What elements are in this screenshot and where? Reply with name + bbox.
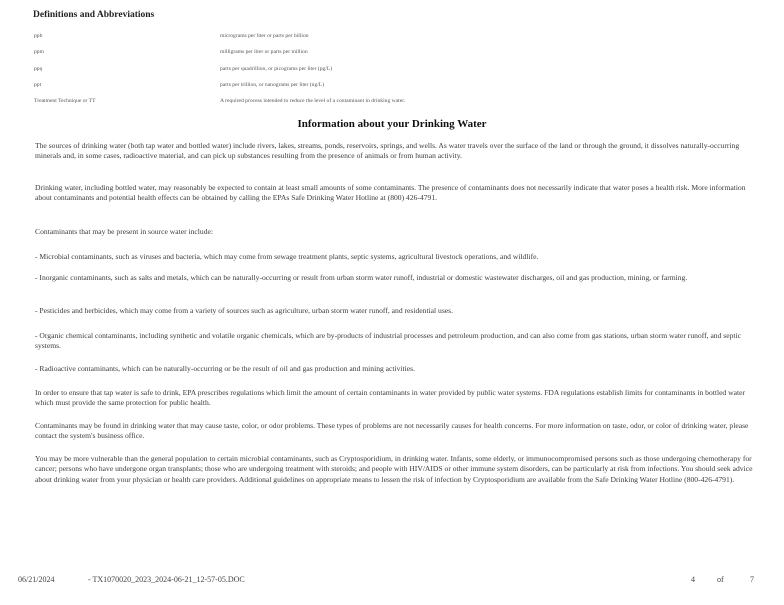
definition-text: parts per trillion, or nanograms per liter (ng/L) bbox=[220, 82, 325, 88]
footer-of-label: of bbox=[717, 575, 724, 584]
paragraph-vulnerable-populations: You may be more vulnerable than the general population to certain microbial contaminants, such as Cryptosporidium, in drinking water. Infants, some elderly, or immunocompromised persons such as those undergoing chemotherapy for cancer; persons who have undergone organ transplants; those who are undergoing treatment with steroids; and people with HIV/AIDS or other immune system disorders, can be particularly at risk from infections. You should seek advice about drinking water from your physician or health care providers. Additional guidelines on appropriate means to lessen the risk of infection by Cryptosporidium are available from the Safe Drinking Water Hotline (800-426-4791). bbox=[35, 454, 753, 484]
definition-term: ppm bbox=[34, 49, 44, 55]
definition-text: A required process intended to reduce the level of a contaminant in drinking water. bbox=[220, 98, 406, 104]
list-item-radioactive: - Radioactive contaminants, which can be naturally-occurring or be the result of oil and gas production and mining activities. bbox=[35, 364, 415, 373]
footer-page-number: 4 bbox=[691, 575, 695, 584]
paragraph-epa-regulations: In order to ensure that tap water is safe to drink, EPA prescribes regulations which limit the amount of certain contaminants in water provided by public water systems. FDA regulations establish limits for contaminants in bottled water which must provide the same protection for public health. bbox=[35, 388, 745, 408]
definition-text: parts per quadrillion, or picograms per liter (pg/L) bbox=[220, 66, 333, 72]
definition-text: micrograms per liter or parts per billion bbox=[220, 33, 309, 39]
list-item-microbial: - Microbial contaminants, such as viruses and bacteria, which may come from sewage treatment plants, septic systems, agricultural livestock operations, and wildlife. bbox=[35, 252, 539, 261]
paragraph-contaminants-expected: Drinking water, including bottled water, may reasonably be expected to contain at least small amounts of some contaminants. The presence of contaminants does not necessarily indicate that water poses a health risk. More information about contaminants and potential health effects can be obtained by calling the EPAs Safe Drinking Water Hotline at (800) 426-4791. bbox=[35, 183, 746, 203]
footer-filename: - TX1070020_2023_2024-06-21_12-57-05.DOC bbox=[88, 575, 245, 584]
definition-term: ppb bbox=[34, 33, 43, 39]
definition-text: milligrams per liter or parts per million bbox=[220, 49, 308, 55]
definition-row-ppq bbox=[34, 66, 754, 76]
definition-term: ppq bbox=[34, 66, 43, 72]
definition-row-ppb bbox=[34, 33, 754, 43]
definition-term: Treatment Technique or TT bbox=[34, 98, 96, 104]
list-item-pesticides: - Pesticides and herbicides, which may come from a variety of sources such as agriculture, urban storm water runoff, and residential uses. bbox=[35, 306, 454, 315]
info-heading: Information about your Drinking Water bbox=[297, 118, 487, 130]
definition-row-ppm bbox=[34, 49, 754, 59]
footer-date: 06/21/2024 bbox=[18, 575, 55, 584]
definition-row-treatment-technique bbox=[34, 98, 754, 108]
footer-page-total: 7 bbox=[750, 575, 754, 584]
definitions-heading: Definitions and Abbreviations bbox=[33, 10, 155, 20]
paragraph-taste-odor: Contaminants may be found in drinking water that may cause taste, color, or odor problems. These types of problems are not necessarily causes for health concerns. For more information on taste, odor, or color of drinking water, please contact the system's business office. bbox=[35, 421, 749, 441]
paragraph-sources: The sources of drinking water (both tap water and bottled water) include rivers, lakes, streams, ponds, reservoirs, springs, and wells. As water travels over the surface of the land or through the ground, it dissolves naturally-occurring minerals and, in some cases, radioactive material, and can pick up substances resulting from the presence of animals or from human activity. bbox=[35, 141, 740, 161]
list-item-organic: - Organic chemical contaminants, including synthetic and volatile organic chemicals, which are by-products of industrial processes and petroleum production, and can also come from gas stations, urban storm water runoff, and septic systems. bbox=[35, 331, 742, 351]
definition-row-ppt bbox=[34, 82, 754, 92]
definition-term: ppt bbox=[34, 82, 42, 88]
paragraph-contaminants-intro: Contaminants that may be present in source water include: bbox=[35, 227, 213, 236]
list-item-inorganic: - Inorganic contaminants, such as salts and metals, which can be naturally-occurring or result from urban storm water runoff, industrial or domestic wastewater discharges, oil and gas production, mining, or farming. bbox=[35, 273, 688, 282]
